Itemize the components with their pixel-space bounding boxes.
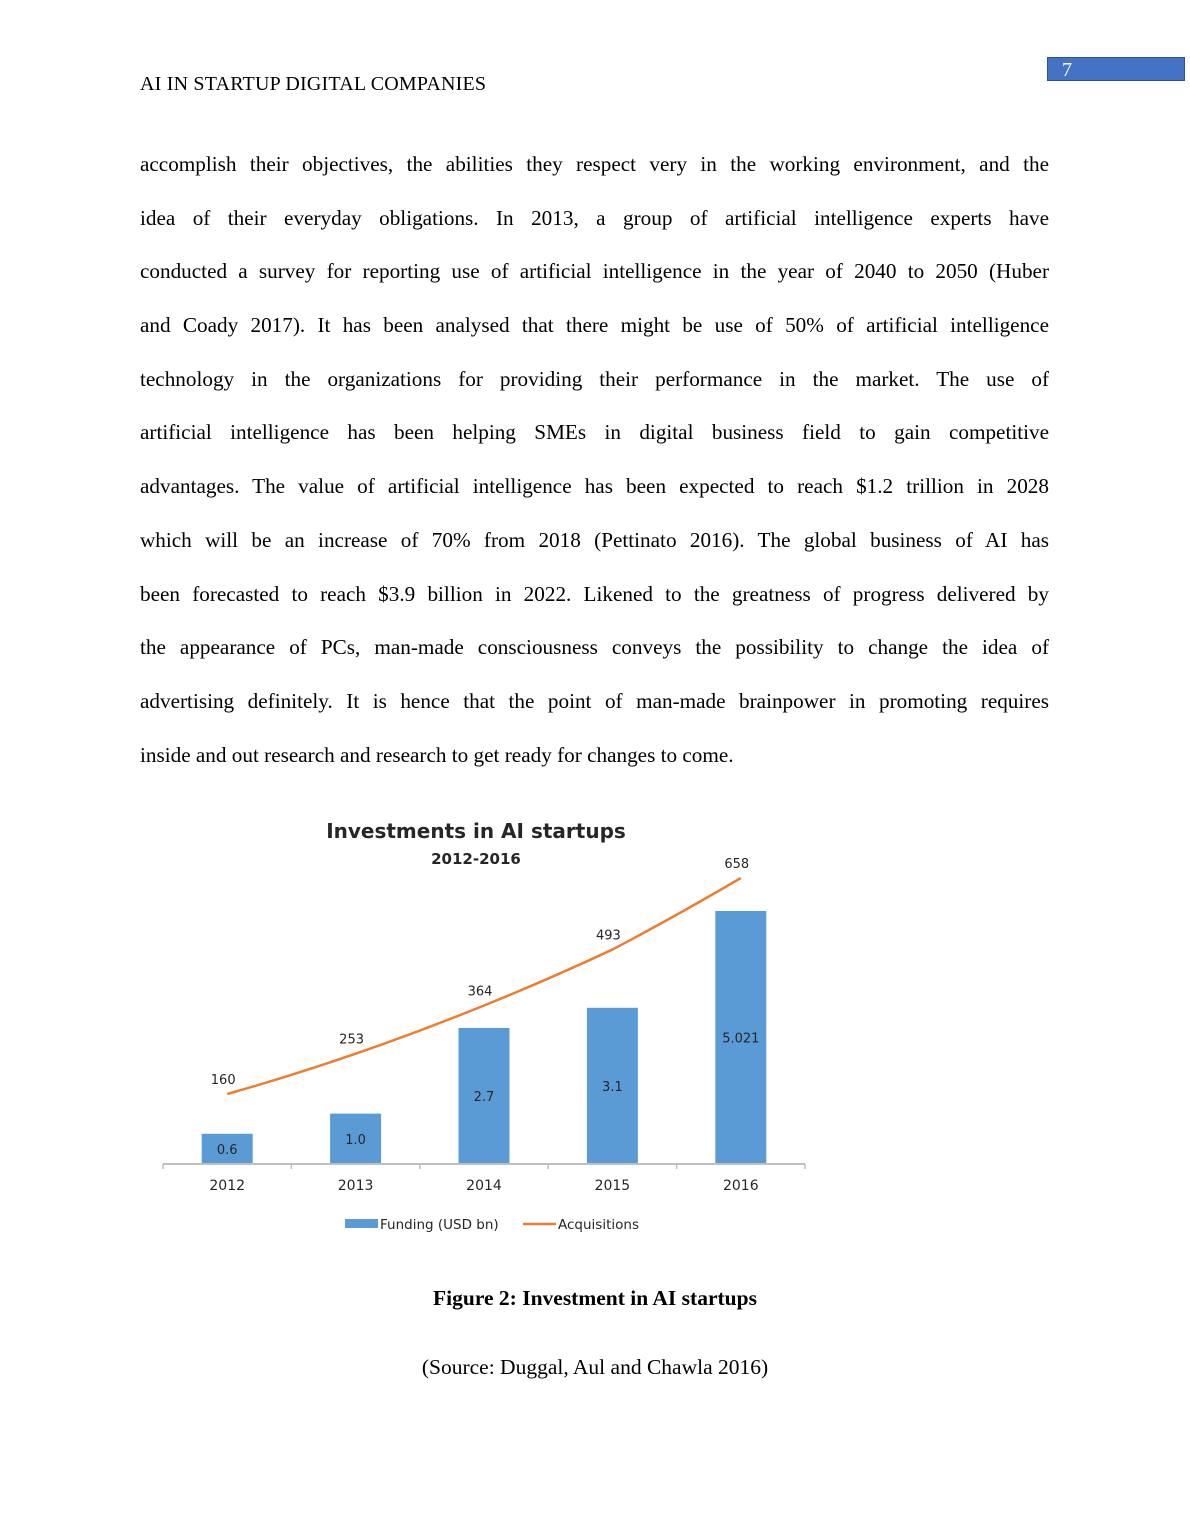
figure-source: (Source: Duggal, Aul and Chawla 2016) xyxy=(421,1355,769,1379)
x-tick-label: 2015 xyxy=(594,1178,631,1194)
body-line: the appearance of PCs, man-made consciousness conveys the possibility to change the idea of xyxy=(140,635,1049,660)
body-line: advantages. The value of artificial intelligence has been expected to reach $1.2 trillion in 2028 xyxy=(140,474,1049,499)
funding-data-label: 0.6 xyxy=(216,1142,238,1158)
legend-swatch-funding xyxy=(345,1219,378,1228)
acquisitions-data-label: 253 xyxy=(339,1032,365,1048)
body-line: technology in the organizations for providing their performance in the market. The use of xyxy=(140,366,1049,391)
funding-data-label: 2.7 xyxy=(473,1089,495,1105)
chart-svg xyxy=(150,806,815,1256)
x-tick-label: 2013 xyxy=(337,1178,374,1194)
running-head: AI IN STARTUP DIGITAL COMPANIES xyxy=(140,73,487,95)
body-line: conducted a survey for reporting use of artificial intelligence in the year of 2040 to 2050 (Huber xyxy=(140,259,1049,284)
acquisitions-data-label: 493 xyxy=(595,928,621,944)
body-line: artificial intelligence has been helping SMEs in digital business field to gain competitive xyxy=(140,420,1049,445)
x-tick-label: 2014 xyxy=(466,1178,502,1194)
x-tick-label: 2012 xyxy=(209,1178,246,1194)
figure-caption: Figure 2: Investment in AI startups xyxy=(433,1286,757,1310)
body-line: which will be an increase of 70% from 2018 (Pettinato 2016). The global business of AI has xyxy=(140,527,1049,552)
funding-data-label: 1.0 xyxy=(345,1132,366,1148)
page-number-box xyxy=(1047,57,1185,81)
investment-chart xyxy=(150,806,815,1256)
body-line: advertising definitely. It is hence that the point of man-made brainpower in promoting requires xyxy=(140,688,1049,713)
acquisitions-data-label: 160 xyxy=(210,1073,236,1088)
legend-label-acquisitions: Acquisitions xyxy=(558,1217,639,1233)
acquisitions-data-label: 364 xyxy=(467,984,493,1000)
x-tick-label: 2016 xyxy=(722,1178,759,1194)
legend-label-funding: Funding (USD bn) xyxy=(380,1217,499,1233)
funding-data-label: 3.1 xyxy=(602,1079,623,1095)
body-line: been forecasted to reach $3.9 billion in 2022. Likened to the greatness of progress delivered by xyxy=(140,581,1049,606)
chart-title: Investments in AI startups xyxy=(326,819,626,843)
funding-data-label: 5.021 xyxy=(722,1031,760,1047)
page-number: 7 xyxy=(1062,59,1072,81)
body-line: and Coady 2017). It has been analysed that there might be use of 50% of artificial intelligence xyxy=(140,313,1049,338)
chart-subtitle: 2012-2016 xyxy=(431,850,521,868)
body-line: idea of their everyday obligations. In 2013, a group of artificial intelligence experts have xyxy=(140,205,1049,230)
body-paragraph xyxy=(140,138,1049,782)
body-line: accomplish their objectives, the abilities they respect very in the working environment, and the xyxy=(140,152,1049,176)
body-line: inside and out research and research to get ready for changes to come. xyxy=(140,742,734,767)
acquisitions-data-label: 658 xyxy=(724,857,750,872)
